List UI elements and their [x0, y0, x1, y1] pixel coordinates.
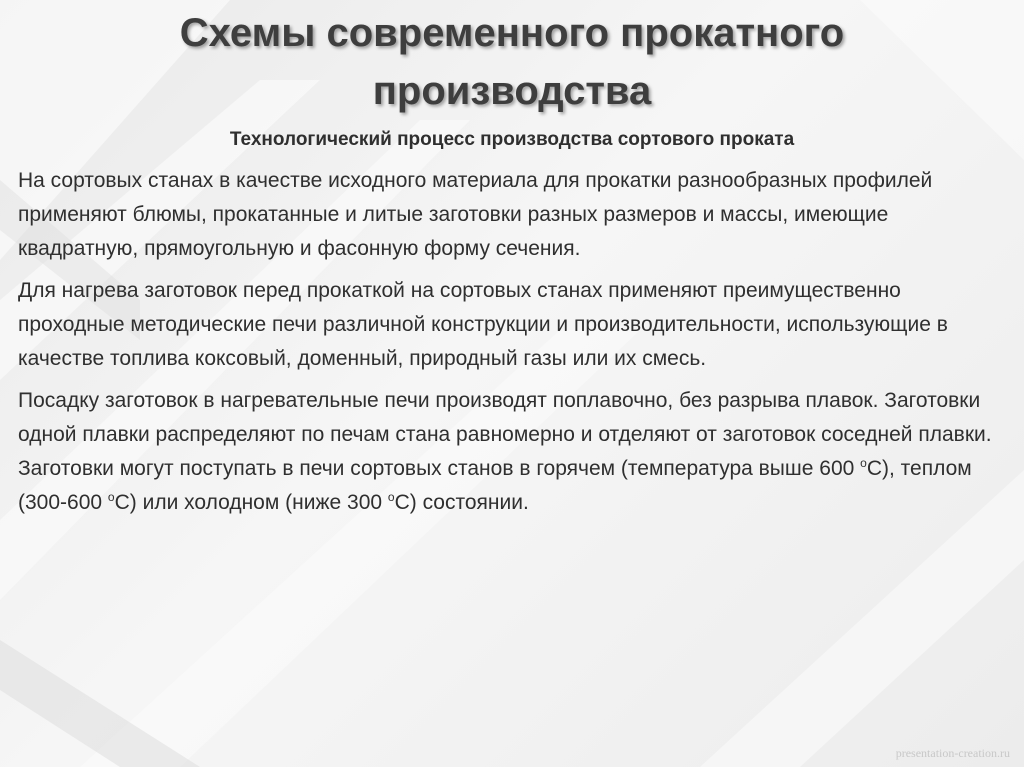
paragraph-3-text: С) или холодном (ниже 300 [114, 491, 388, 514]
slide-title: Схемы современного прокатного производства [179, 11, 845, 113]
paragraph-3-text: С), теплом (300-600 [18, 457, 972, 514]
degree-symbol: о [860, 456, 867, 470]
slide-subtitle: Технологический процесс производства сортового проката [229, 129, 795, 150]
degree-symbol: о [107, 490, 115, 504]
degree-symbol: о [387, 490, 395, 504]
body-text [18, 164, 1008, 528]
paragraph-3-text: Посадку заготовок в нагревательные печи производят поплавочно, без разрыва плавок. Заготовки одной плавки распределяют по печам стана равномерно и отделяют от заготовок соседней плавки. Заготовки могут поступать в печи сортовых станов в горячем (температура выше 600 [18, 389, 992, 480]
paragraph-3-text: С) состоянии. [394, 491, 529, 514]
watermark: presentation-creation.ru [895, 746, 1010, 760]
paragraph-2: Для нагрева заготовок перед прокаткой на сортовых станах применяют преимущественно проходные методические печи различной конструкции и производительности, использующие в качестве топлива коксовый, доменный, природный газы или их смесь. [18, 279, 948, 370]
paragraph-3 [18, 384, 1008, 520]
paragraph-1: На сортовых станах в качестве исходного материала для прокатки разнообразных профилей применяют блюмы, прокатанные и литые заготовки разных размеров и массы, имеющие квадратную, прямоугольную и фасонную форму сечения. [18, 169, 933, 260]
